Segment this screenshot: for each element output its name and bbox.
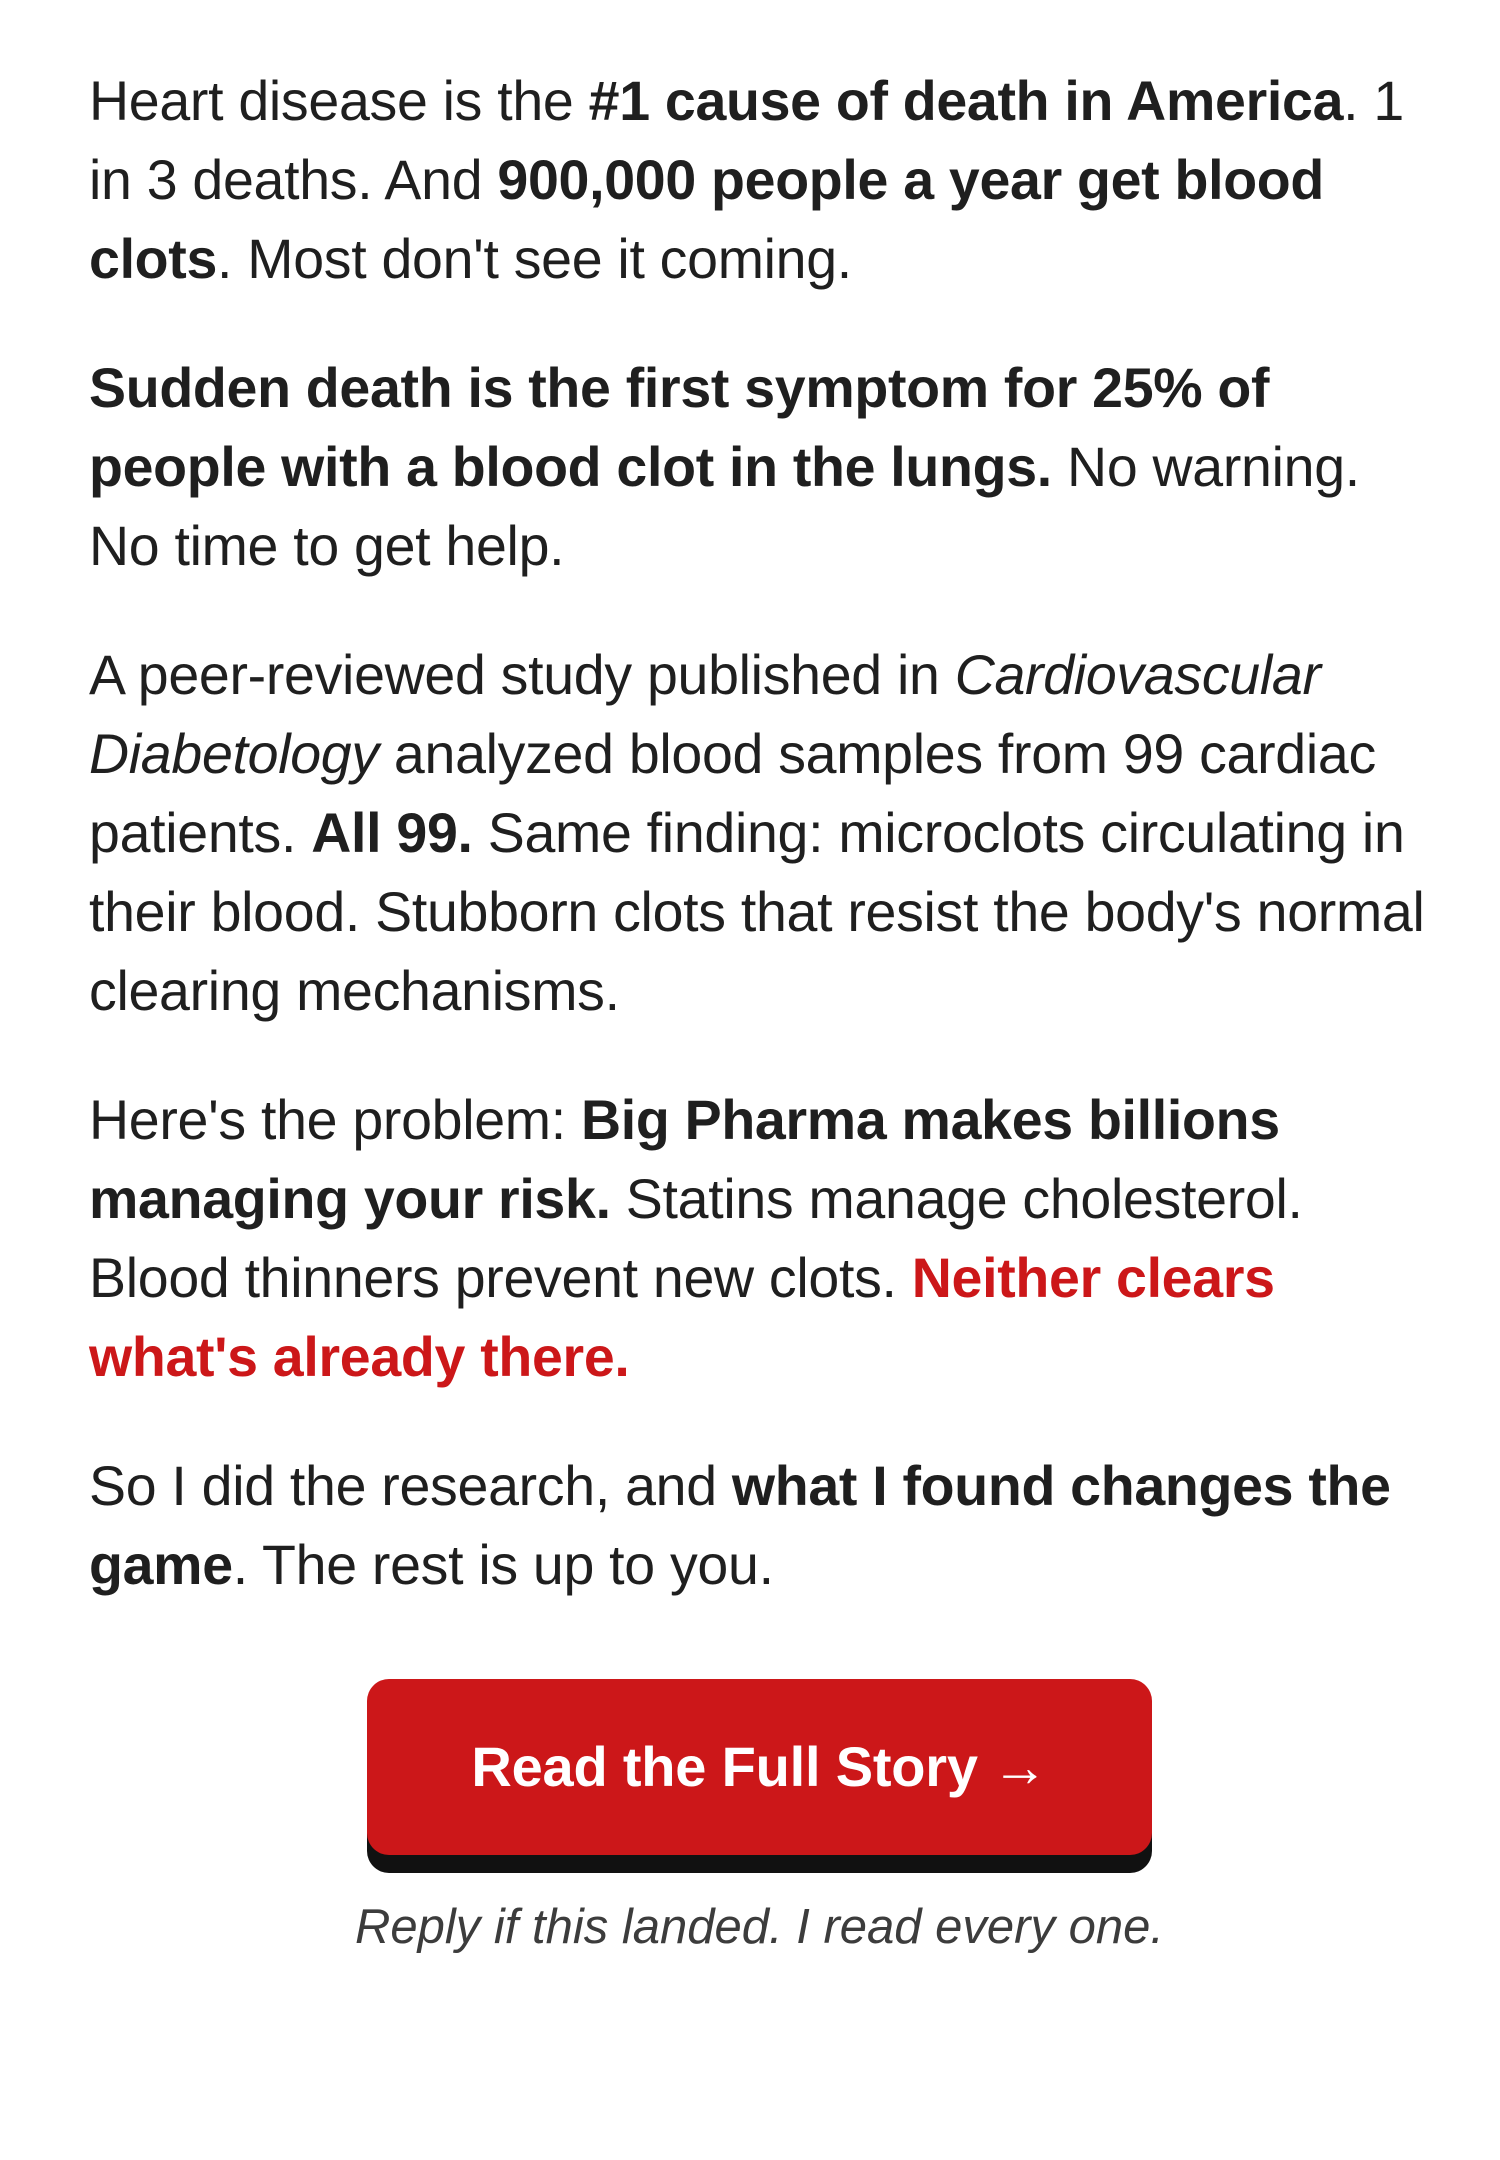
bold-segment: Big Pharma makes billions managing your risk. bbox=[89, 1089, 1280, 1230]
text-segment: . 1 in 3 deaths. And bbox=[89, 70, 1404, 211]
text-segment: Heart disease is the bbox=[89, 70, 589, 132]
bold-segment: what I found changes the game bbox=[89, 1455, 1391, 1596]
text-segment: Here's the problem: bbox=[89, 1089, 581, 1151]
text-segment: Statins manage cholesterol. Blood thinners prevent new clots. bbox=[89, 1168, 1303, 1309]
arrow-right-icon: → bbox=[991, 1735, 1048, 1798]
text-segment: So I did the research, and bbox=[89, 1455, 732, 1517]
text-segment: . Most don't see it coming. bbox=[217, 228, 852, 290]
bold-segment: 900,000 people a year get blood clots bbox=[89, 149, 1325, 290]
text-segment: . The rest is up to you. bbox=[232, 1534, 774, 1596]
cta-label: Read the Full Story bbox=[471, 1735, 978, 1798]
paragraph-research bbox=[89, 1447, 1430, 1605]
bold-segment: Sudden death is the first symptom for 25% of people with a blood clot in the lungs. bbox=[89, 357, 1270, 498]
highlight-red-text: Neither clears what's already there. bbox=[89, 1247, 1275, 1388]
journal-title: Cardiovascular Diabetology bbox=[89, 644, 1321, 785]
bold-segment: #1 cause of death in America bbox=[588, 70, 1344, 132]
text-segment: Same finding: microclots circulating in their blood. Stubborn clots that resist the body's normal clearing mechanisms. bbox=[89, 802, 1425, 1022]
paragraph-problem bbox=[89, 1081, 1430, 1397]
paragraph-sudden-death bbox=[89, 349, 1430, 586]
read-full-story-button[interactable] bbox=[367, 1679, 1152, 1855]
reply-note: Reply if this landed. I read every one. bbox=[355, 1900, 1164, 1954]
cta-container bbox=[89, 1679, 1430, 1855]
bold-segment: All 99. bbox=[311, 802, 473, 864]
paragraph-study bbox=[89, 636, 1430, 1031]
text-segment: No warning. No time to get help. bbox=[89, 436, 1360, 577]
text-segment: A peer-reviewed study published in bbox=[89, 644, 955, 706]
paragraph-heart-disease bbox=[89, 62, 1430, 299]
text-segment: analyzed blood samples from 99 cardiac patients. bbox=[89, 723, 1376, 864]
